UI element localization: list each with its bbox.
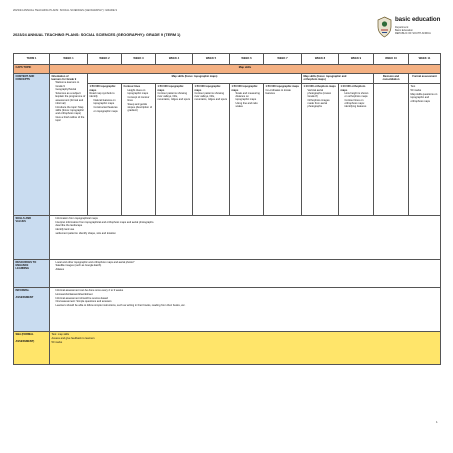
list-item: • Orthophoto images made from aerial photographs bbox=[308, 99, 337, 109]
running-header: 2023/24 ANNUAL TEACHING PLANS: SOCIAL SCIENCES (GEOGRAPHY): GRADE 9 bbox=[13, 9, 117, 12]
list-item: • describe the landscape bbox=[56, 224, 439, 227]
week11-content: Test 50 marks Map skills questions on topographic and orthophoto maps bbox=[409, 84, 441, 216]
list-item: • Interpret information from topographical and orthophoto maps and aerial photographs. bbox=[56, 221, 439, 224]
list-item: • settlement patterns: identify shape, size and location bbox=[56, 232, 439, 235]
column-header: WEEK 3 bbox=[122, 54, 156, 65]
list-item: • How height is shown on orthophoto maps bbox=[345, 92, 372, 99]
caps-topic-value: Map skills bbox=[50, 64, 441, 73]
list-item: • Learners should be able to follow simple instructions, such as writing in their books, reading from their books, etc. bbox=[56, 304, 439, 307]
topographic-maps-focus: Map skills (focus: topographic maps) bbox=[88, 73, 302, 84]
week2-content: 1:50 000 topographic maps Read map symbols to identify • Natural features on topographic maps • Constructed features • on topographic maps bbox=[88, 84, 122, 216]
list-item: • Homework/classwork/worksheet bbox=[56, 293, 439, 296]
logo-department: Department: Basic Education REPUBLIC OF SOUTH AFRICA bbox=[395, 26, 431, 35]
list-item: • Concept of contour lines bbox=[128, 96, 154, 103]
list-item: • Informal assessment should be source-based bbox=[56, 297, 439, 300]
list-item: • on topographic maps bbox=[94, 110, 120, 113]
list-item: • Welcome learners to Grade 9 bbox=[56, 81, 86, 88]
skills-label: SKILLS AND VALUES bbox=[14, 215, 50, 259]
informal-assessment-row bbox=[14, 288, 441, 332]
document-title: 2023/24 ANNUAL TEACHING PLANS: SOCIAL SCIENCES (GEOGRAPHY): GRADE 9 (TERM 1) bbox=[13, 33, 181, 37]
list-item: • Atlases bbox=[56, 268, 439, 271]
week8-content: 1:10 000 orthophoto maps • Vertical aerial photographs (review Grade 8) • Orthophoto images made from aerial photographs bbox=[302, 84, 339, 216]
list-item: • Local and other topographic and orthophoto maps and aerial photos* bbox=[56, 261, 439, 264]
content-label: CONTENT AND CONCEPTS bbox=[14, 73, 50, 215]
column-header: WEEK 9 bbox=[339, 54, 374, 65]
week4-content: 1:50 000 topographic maps Contour patterns showing river valleys, hills, mountains, ridges and spurs bbox=[156, 84, 193, 216]
list-item: • Satellite images (such as Google Earth) bbox=[56, 264, 439, 267]
list-item: • Scale and measuring distance on topographic maps bbox=[236, 92, 262, 102]
list-item: • Information from topographical maps bbox=[56, 217, 439, 220]
orthophoto-maps-focus: Map skills (focus: topographic and orthophoto maps) bbox=[302, 73, 374, 84]
list-item: • Contour lines on orthophoto maps: identifying features bbox=[345, 99, 372, 109]
list-item: • Explain the programme of assessment (formal and informal) bbox=[56, 95, 86, 105]
list-item: • identify land use bbox=[56, 228, 439, 231]
logo-name: basic education bbox=[395, 16, 441, 23]
column-header: WEEK 8 bbox=[302, 54, 339, 65]
sba-row bbox=[14, 332, 441, 365]
list-item: • Geography/Social Sciences as a subject bbox=[56, 88, 86, 95]
sba-label: SBA (FORMAL ASSESSMENT) bbox=[14, 332, 50, 365]
list-item: • Natural features on topographic maps bbox=[94, 99, 120, 106]
informal-assessment-content bbox=[50, 288, 441, 332]
list-item: • Informal assessment can be done once every 2 to 3 weeks bbox=[56, 289, 439, 292]
column-header: WEEK 7 bbox=[264, 54, 302, 65]
list-item: • Introduce the topic: Map skills (focus: topographic and orthophoto maps) bbox=[56, 106, 86, 116]
week10-content bbox=[374, 84, 409, 216]
resources-content bbox=[50, 259, 441, 288]
column-header: WEEK 2 bbox=[88, 54, 122, 65]
resources-row bbox=[14, 259, 441, 288]
content-heading-row bbox=[14, 73, 441, 84]
coat-of-arms-icon bbox=[376, 16, 393, 38]
revision-heading: Revision and consolidation bbox=[374, 73, 409, 84]
page-number: 1 bbox=[436, 420, 438, 424]
basic-education-logo bbox=[376, 16, 442, 42]
list-item: • Vertical aerial photographs (review Grade 8) bbox=[308, 89, 337, 99]
sba-content: Test: map skills Assess and give feedback to learners 50 marks bbox=[50, 332, 441, 365]
list-item: • Steep and gentle slopes (description of gradient) bbox=[128, 103, 154, 113]
week1-orientation-cell: Orientation of learners for Grade 9 • Welcome learners to Grade 9 • Geography/Social Sciences as a subject • Explain the programme of assessment (formal and informal) • Introduce the topic: Map skills (focus: topographic and orthophoto maps) • Give a brief outline of the topic bbox=[50, 73, 88, 215]
week5-content: 1:50 000 topographic maps Contour patterns showing river valleys, hills, mountains, ridges and spurs bbox=[193, 84, 230, 216]
list-item: • Using line and ratio scales bbox=[236, 102, 262, 109]
column-header: WEEK 4 bbox=[156, 54, 193, 65]
week6-content: 1:50 000 topographic maps • Scale and measuring distance on topographic maps • Using line and ratio scales bbox=[230, 84, 264, 216]
column-header: TERM 1 bbox=[14, 54, 50, 65]
column-header: WEEK 6 bbox=[230, 54, 264, 65]
column-header: WEEK 11 bbox=[409, 54, 441, 65]
caps-topic-label: CAPS TOPIC bbox=[14, 64, 50, 73]
column-header: WEEK 5 bbox=[193, 54, 230, 65]
week3-content: Contour lines • Height clues on topographic maps • Concept of contour lines • Steep and gentle slopes (description of gradient) bbox=[122, 84, 156, 216]
resources-label: RESOURCES TO ENHANCE LEARNING bbox=[14, 259, 50, 288]
list-item: • Give a brief outline of the topic bbox=[56, 116, 86, 123]
list-item: • Constructed features bbox=[94, 106, 120, 109]
skills-content bbox=[50, 215, 441, 259]
skills-row bbox=[14, 215, 441, 259]
list-item: • Height clues on topographic maps bbox=[128, 89, 154, 96]
week9-content: 1:10 000 orthophoto maps • How height is shown on orthophoto maps • Contour lines on orthophoto maps: identifying features bbox=[339, 84, 374, 216]
informal-assessment-label: INFORMAL ASSESSMENT bbox=[14, 288, 50, 332]
formal-assessment-heading: Formal assessment bbox=[409, 73, 441, 84]
week7-content: 1:50 000 topographic maps Co-ordinates to locate features bbox=[264, 84, 302, 216]
annual-teaching-plan-table bbox=[13, 53, 441, 365]
caps-topic-row bbox=[14, 64, 441, 73]
column-header: WEEK 10 bbox=[374, 54, 409, 65]
list-item: • Oral assessment: Simple questions and answers bbox=[56, 300, 439, 303]
column-header: WEEK 1 bbox=[50, 54, 88, 65]
header-row bbox=[14, 54, 441, 65]
